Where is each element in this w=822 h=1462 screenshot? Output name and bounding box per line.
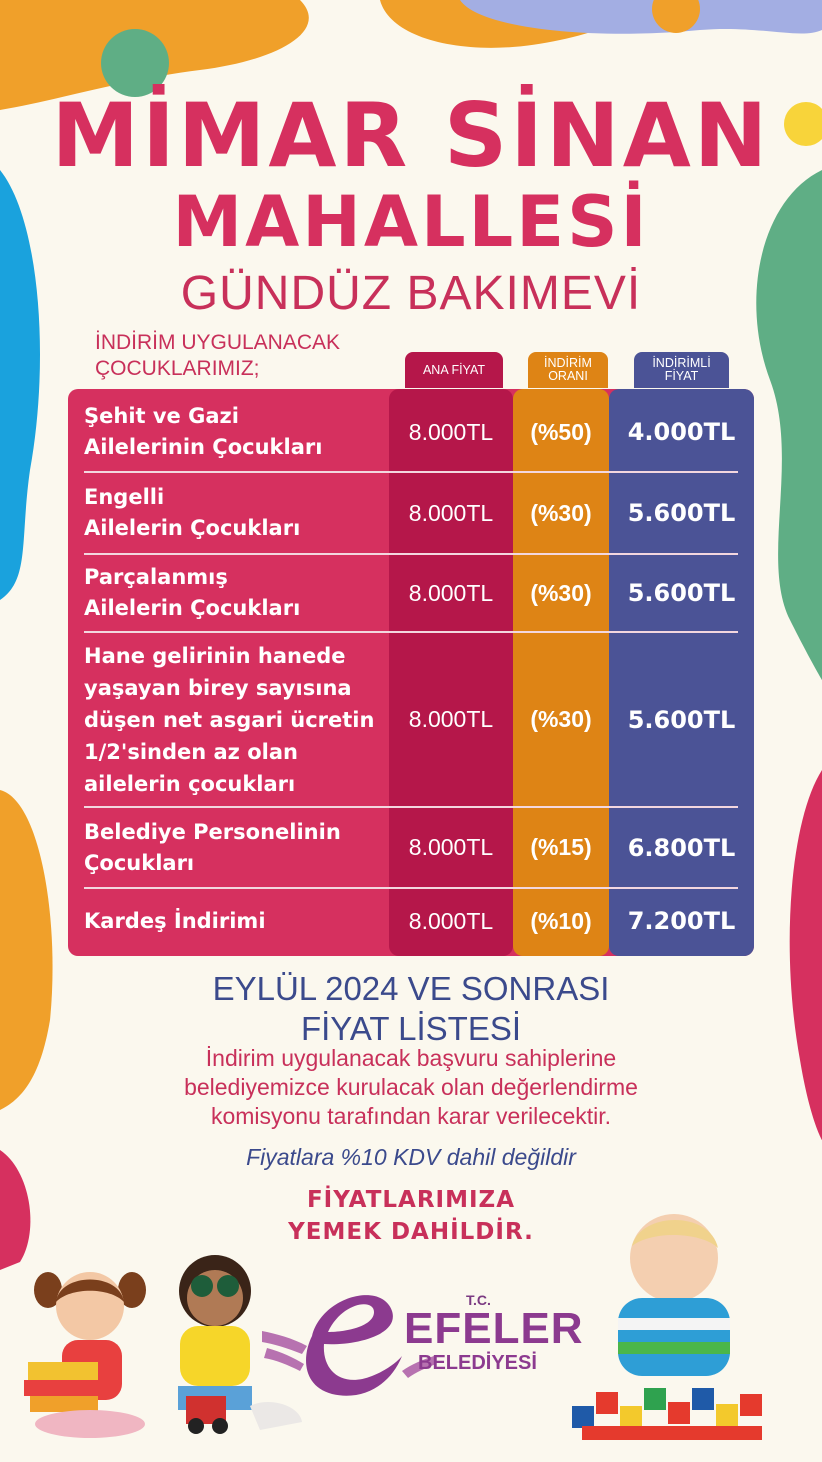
price-list-title-line2: FİYAT LİSTESİ — [300, 1010, 522, 1047]
row-final-price: 7.200TL — [627, 907, 736, 935]
row-final-price: 5.600TL — [627, 705, 736, 734]
column-header-discounted-price: İNDİRİMLİ FİYAT — [634, 352, 729, 388]
row-label: Parçalanmış Ailelerin Çocukları — [84, 565, 301, 620]
row-base-price: 8.000TL — [408, 907, 494, 934]
row-divider — [84, 553, 738, 555]
row-discount: (%30) — [530, 499, 592, 526]
row-label: Engelli Ailelerin Çocukları — [84, 485, 301, 540]
row-final-price: 4.000TL — [627, 418, 736, 446]
table-row — [68, 634, 754, 805]
info-line: komisyonu tarafından karar verilecektir. — [210, 1103, 612, 1129]
eligibility-heading: İNDİRİM UYGULANACAK ÇOCUKLARIMIZ; — [95, 331, 341, 380]
row-divider — [84, 806, 738, 808]
child-boy-with-blocks-image — [562, 1206, 772, 1446]
row-base-price: 8.000TL — [408, 579, 494, 606]
column-header-discount-rate: İNDİRİM ORANI — [528, 352, 608, 388]
column-header-base-price: ANA FİYAT — [405, 352, 503, 388]
row-label: Kardeş İndirimi — [84, 908, 266, 933]
meal-line: FİYATLARIMIZA — [306, 1187, 516, 1213]
logo-subtitle: BELEDİYESİ — [418, 1352, 537, 1374]
table-row — [68, 889, 754, 953]
title-line1: MİMAR SİNAN — [51, 84, 771, 187]
row-final-price: 6.800TL — [627, 833, 736, 862]
table-row — [68, 394, 754, 470]
row-discount: (%15) — [530, 834, 592, 860]
row-divider — [84, 631, 738, 633]
child-girl-with-binoculars-image — [140, 1246, 310, 1446]
meal-line: YEMEK DAHİLDİR. — [288, 1219, 534, 1245]
row-base-price: 8.000TL — [408, 499, 494, 526]
row-base-price: 8.000TL — [408, 834, 494, 860]
table-row — [68, 556, 754, 630]
child-girl-with-books-image — [20, 1262, 160, 1442]
logo-name: EFELER — [404, 1304, 584, 1353]
row-final-price: 5.600TL — [627, 499, 736, 527]
logo-tc: T.C. — [466, 1292, 491, 1308]
row-discount: (%30) — [530, 579, 592, 606]
row-base-price: 8.000TL — [408, 418, 494, 445]
price-list-title-line1: EYLÜL 2024 VE SONRASI — [212, 970, 610, 1007]
row-label: Belediye Personelinin Çocukları — [84, 819, 341, 875]
info-line: belediyemizce kurulacak olan değerlendirme — [184, 1074, 638, 1100]
row-divider — [84, 471, 738, 473]
info-text — [0, 1044, 822, 1131]
row-final-price: 5.600TL — [627, 579, 736, 607]
row-label: Hane gelirinin hanede yaşayan birey sayısına düşen net asgari ücretin 1/2'sinden az olan ailelerin çocukları — [84, 643, 375, 796]
kdv-note: Fiyatlara %10 KDV dahil değildir — [246, 1144, 576, 1170]
row-base-price: 8.000TL — [408, 706, 494, 732]
row-discount: (%10) — [530, 907, 592, 934]
table-row — [68, 474, 754, 552]
row-discount: (%50) — [530, 418, 592, 445]
info-line: İndirim uygulanacak başvuru sahiplerine — [205, 1045, 617, 1071]
table-row — [68, 809, 754, 886]
row-discount: (%30) — [530, 706, 592, 732]
subtitle: GÜNDÜZ BAKIMEVİ — [180, 267, 642, 320]
row-label: Şehit ve Gazi Ailelerinin Çocukları — [84, 404, 323, 459]
title-line2: MAHALLESİ — [172, 181, 650, 263]
